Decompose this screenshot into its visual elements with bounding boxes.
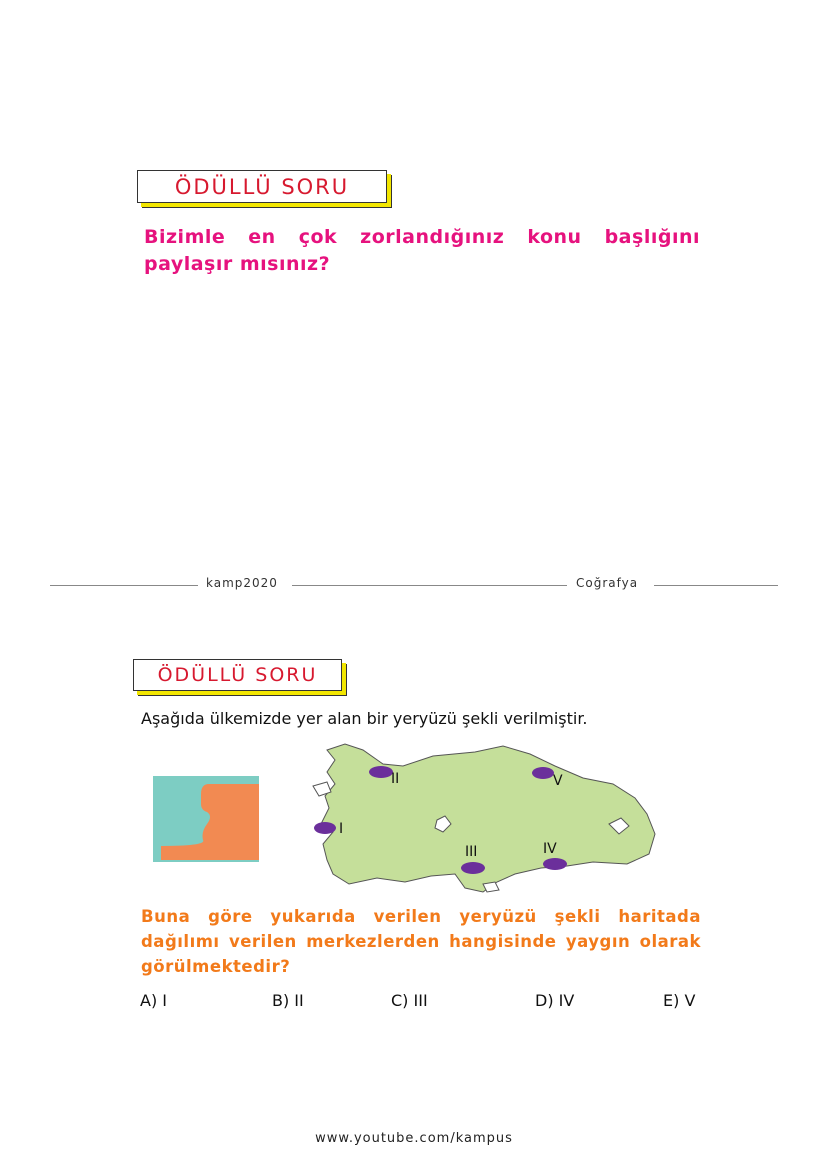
question-intro: Aşağıda ülkemizde yer alan bir yeryüzü şekli verilmiştir.: [141, 709, 588, 728]
prize-question-text: Bizimle en çok zorlandığınız konu başlığını paylaşır mısınız?: [144, 226, 700, 275]
question-text: Buna göre yukarıda verilen yeryüzü şekli haritada dağılımı verilen merkezlerden hangisinde yaygın olarak görülmektedir?: [141, 907, 701, 976]
option-b[interactable]: B) II: [272, 991, 304, 1010]
option-a[interactable]: A) I: [140, 991, 167, 1010]
map-label-I: I: [339, 821, 344, 837]
turkey-map: [305, 736, 665, 902]
marker-II: [369, 766, 393, 778]
marker-V: [532, 767, 554, 779]
map-label-V: V: [553, 773, 563, 789]
footer-brand: kamp2020: [206, 576, 278, 590]
answer-options: [0, 991, 828, 1015]
divider-line-left: [50, 585, 198, 586]
marker-I: [314, 822, 336, 834]
map-label-III: III: [465, 844, 478, 860]
prize-question-badge: [137, 170, 387, 203]
map-label-II: II: [391, 771, 400, 787]
marker-III: [461, 862, 485, 874]
website-url[interactable]: www.youtube.com/kampus: [315, 1131, 513, 1146]
map-label-IV: IV: [543, 841, 557, 857]
marker-IV: [543, 858, 567, 870]
divider-line-middle: [292, 585, 567, 586]
option-e[interactable]: E) V: [663, 991, 696, 1010]
divider-line-right: [654, 585, 778, 586]
badge-label-2: ÖDÜLLÜ SORU: [157, 664, 318, 686]
option-c[interactable]: C) III: [391, 991, 428, 1010]
badge-label: ÖDÜLLÜ SORU: [174, 174, 350, 199]
prize-question-badge-2: [133, 659, 342, 691]
landform-illustration: [153, 776, 259, 862]
footer-subject: Coğrafya: [576, 576, 639, 590]
turkey-land: [321, 744, 655, 892]
option-d[interactable]: D) IV: [535, 991, 575, 1010]
